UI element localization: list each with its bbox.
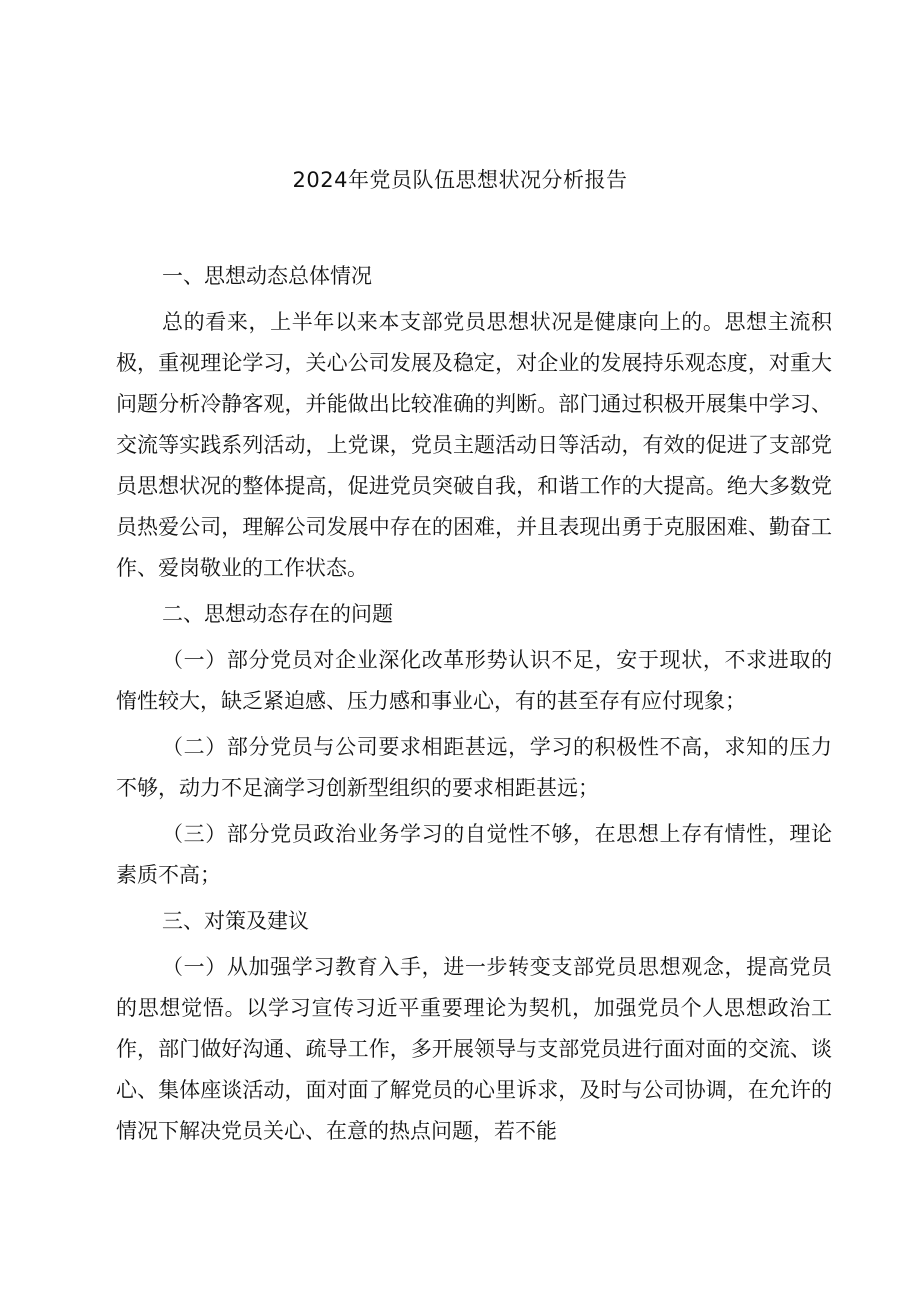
document-body — [116, 256, 832, 1157]
section-2-paragraph-1: （一）部分党员对企业深化改革形势认识不足，安于现状，不求进取的惰性较大，缺乏紧迫感、压力感和事业心，有的甚至存有应付现象； — [116, 648, 832, 713]
section-2-paragraph-2: （二）部分党员与公司要求相距甚远，学习的积极性不高，求知的压力不够，动力不足滴学习创新型组织的要求相距甚远； — [116, 735, 832, 800]
section-1-heading: 一、思想动态总体情况 — [162, 264, 372, 288]
section-2-paragraph-3: （三）部分党员政治业务学习的自觉性不够，在思想上存有情性，理论素质不高； — [116, 822, 832, 887]
section-3-heading: 三、对策及建议 — [162, 909, 309, 933]
document-title: 2024年党员队伍思想状况分析报告 — [292, 168, 628, 192]
section-1-paragraph-1: 总的看来，上半年以来本支部党员思想状况是健康向上的。思想主流积极，重视理论学习，关心公司发展及稳定，对企业的发展持乐观态度，对重大问题分析冷静客观，并能做出比较准确的判断。部门通过积极开展集中学习、交流等实践系列活动，上党课，党员主题活动日等活动，有效的促进了支部党员思想状况的整体提高，促进党员突破自我，和谐工作的大提高。绝大多数党员热爱公司，理解公司发展中存在的困难，并且表现出勇于克服困难、勤奋工作、爱岗敬业的工作状态。 — [116, 310, 832, 580]
section-3-paragraph-1: （一）从加强学习教育入手，进一步转变支部党员思想观念，提高党员的思想觉悟。以学习宣传习近平重要理论为契机，加强党员个人思想政治工作，部门做好沟通、疏导工作，多开展领导与支部党员进行面对面的交流、谈心、集体座谈活动，面对面了解党员的心里诉求，及时与公司协调，在允许的情况下解决党员关心、在意的热点问题，若不能 — [116, 955, 832, 1143]
section-2-heading: 二、思想动态存在的问题 — [162, 602, 393, 626]
